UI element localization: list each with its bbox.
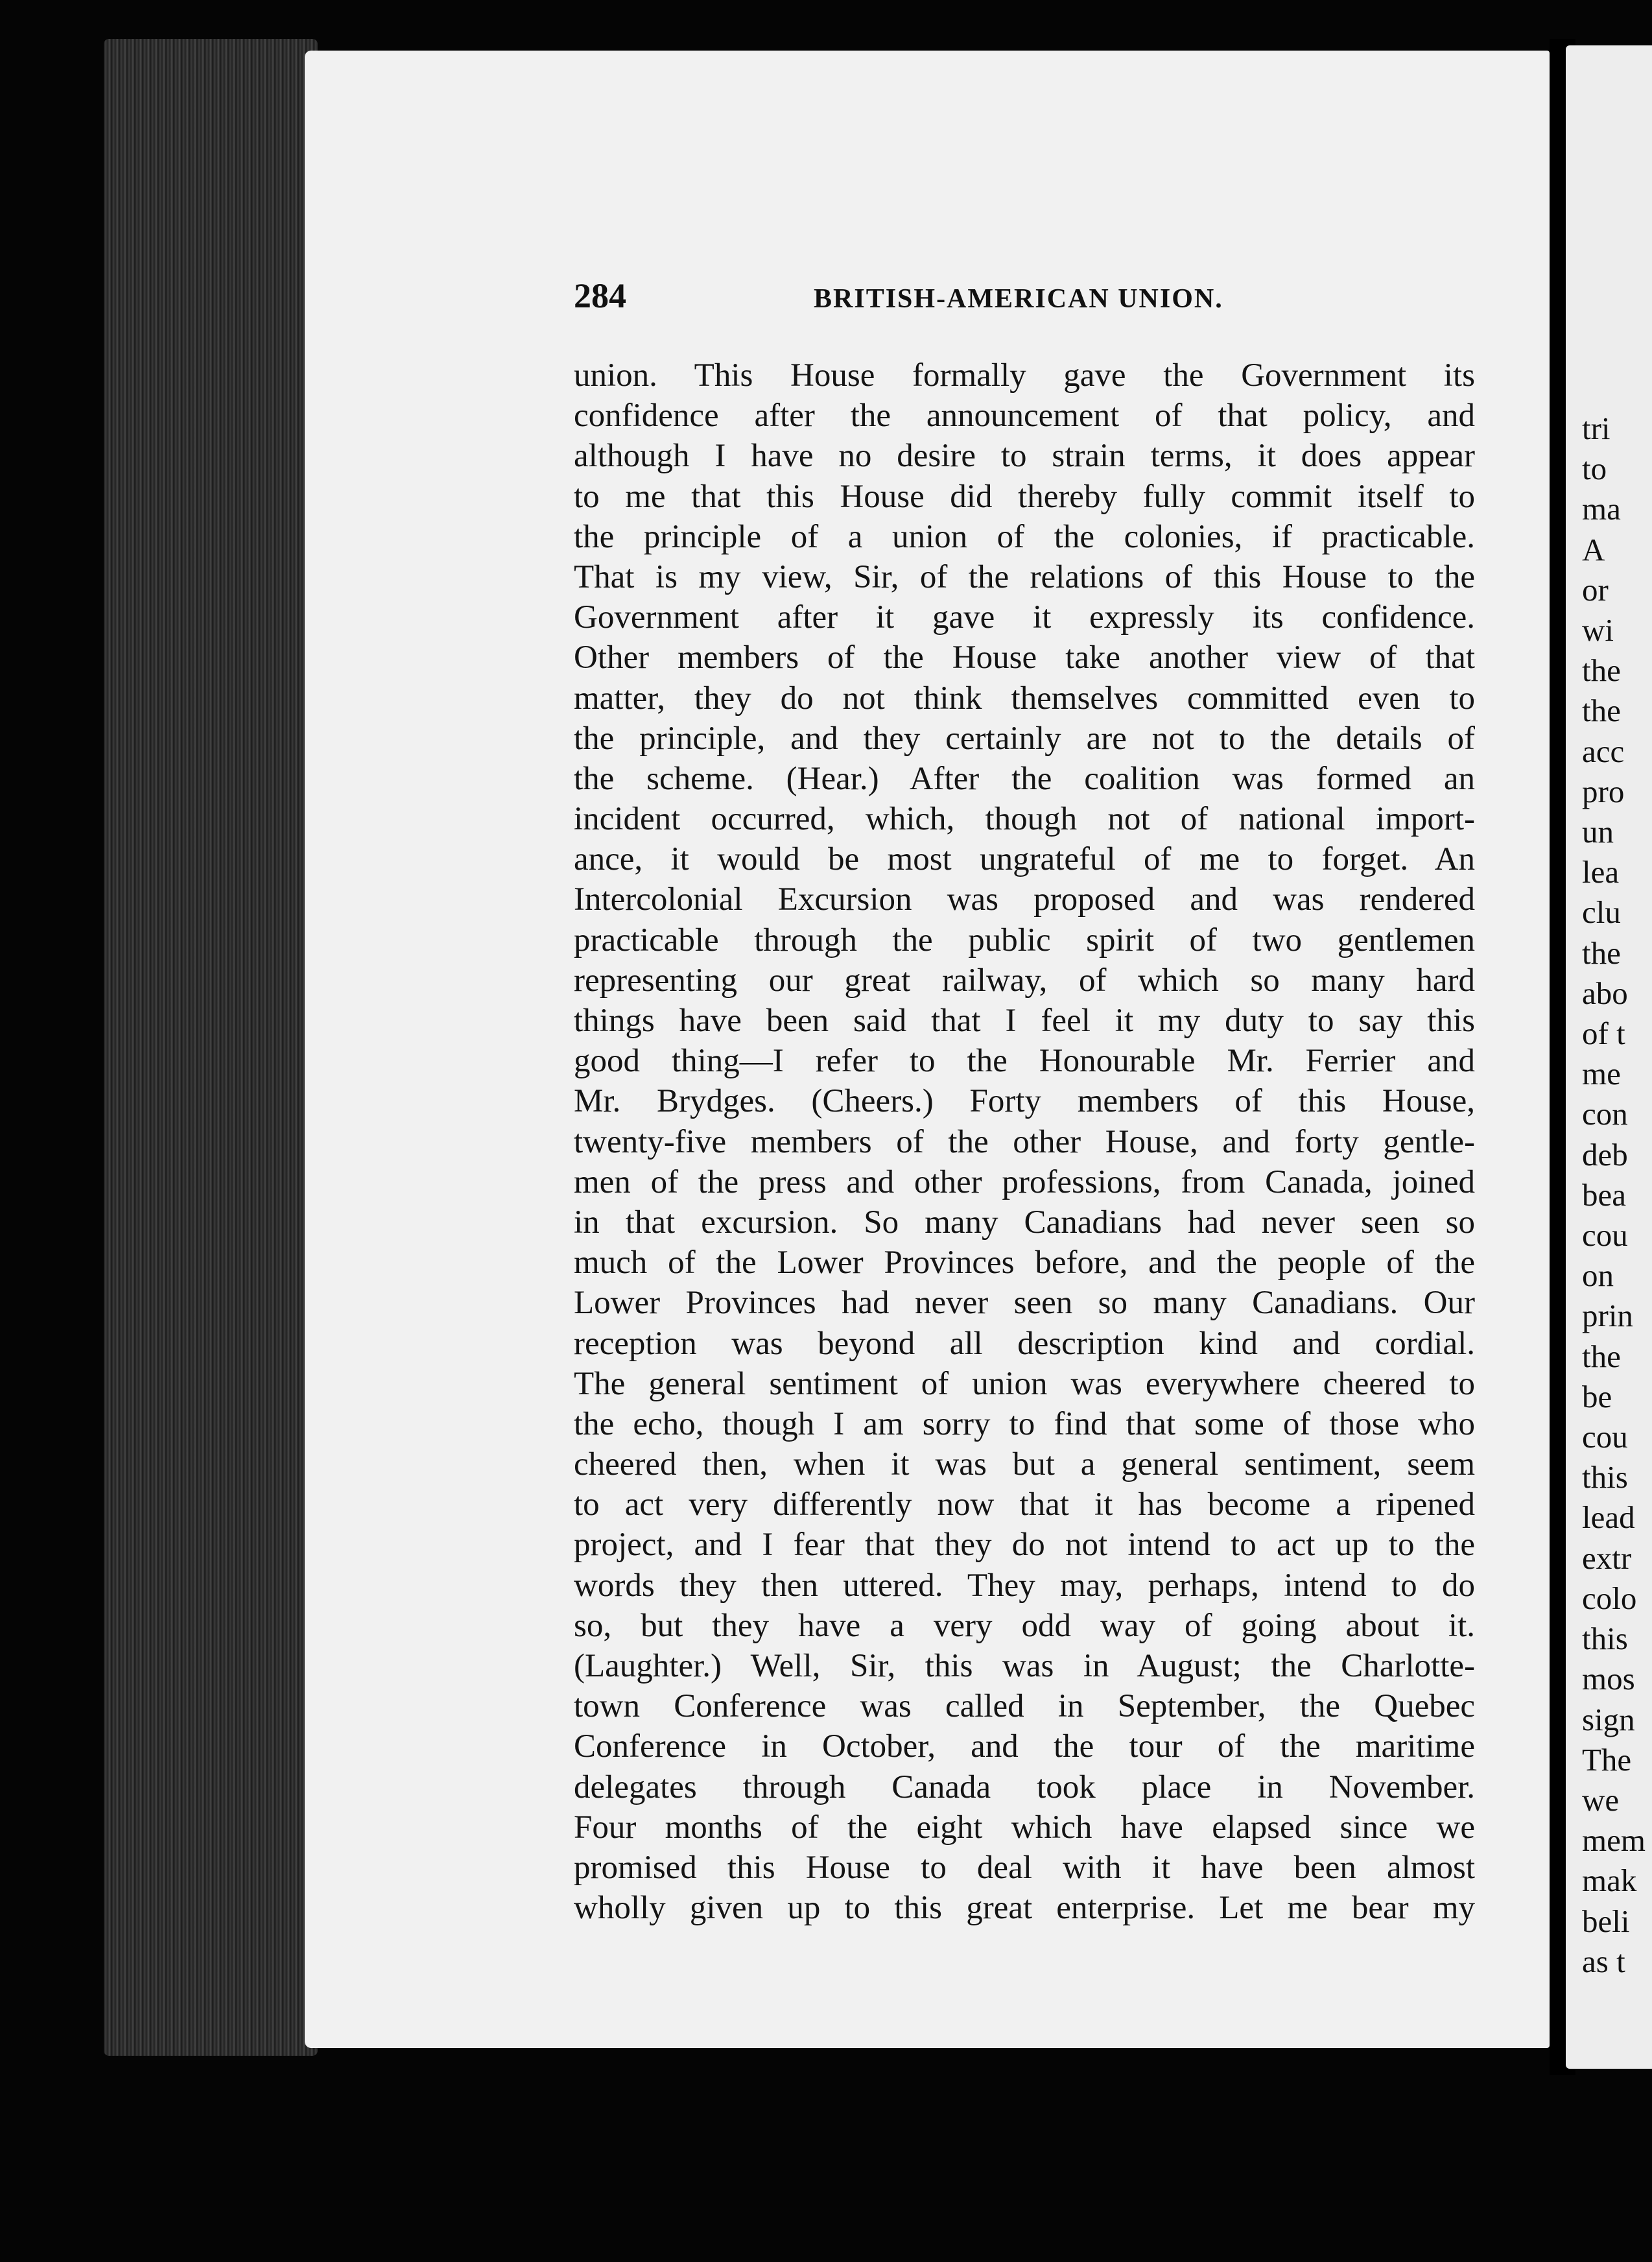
facing-page-fragment-line: colo bbox=[1582, 1580, 1637, 1616]
text-line: words they then uttered. They may, perhaps, intend to do bbox=[574, 1567, 1475, 1604]
facing-page-fragment-line: we bbox=[1582, 1781, 1620, 1818]
facing-page-word-fragments bbox=[1582, 409, 1646, 1982]
facing-page-fragment-line: tri bbox=[1582, 411, 1611, 446]
facing-page-fragment-line: ma bbox=[1582, 491, 1621, 527]
facing-page-fragment-line: extr bbox=[1582, 1540, 1632, 1576]
text-line: Other members of the House take another view of that bbox=[574, 639, 1475, 676]
text-line: Four months of the eight which have elapsed since we bbox=[574, 1809, 1475, 1846]
facing-page-fragment-line: con bbox=[1582, 1096, 1628, 1132]
text-line: reception was beyond all description kind and cordial. bbox=[574, 1325, 1475, 1362]
text-line: to act very differently now that it has become a ripened bbox=[574, 1486, 1475, 1523]
facing-page-fragment-line: be bbox=[1582, 1378, 1612, 1414]
facing-page-fragment-line: mos bbox=[1582, 1661, 1635, 1697]
facing-page-fragment-line: deb bbox=[1582, 1136, 1628, 1173]
text-line: project, and I fear that they do not intend to act up to the bbox=[574, 1527, 1475, 1564]
text-line: practicable through the public spirit of two gentlemen bbox=[574, 922, 1475, 958]
facing-page-fragment-line: this bbox=[1582, 1459, 1628, 1495]
facing-page-fragment-line: the bbox=[1582, 693, 1621, 729]
text-line: matter, they do not think themselves committed even to bbox=[574, 680, 1475, 717]
text-line: union. This House formally gave the Government its bbox=[574, 357, 1475, 394]
facing-page-fragment-line: clu bbox=[1582, 894, 1621, 931]
text-line: things have been said that I feel it my duty to say this bbox=[574, 1003, 1475, 1039]
text-line: so, but they have a very odd way of going about it. bbox=[574, 1607, 1475, 1644]
facing-page-fragment-line: beli bbox=[1582, 1903, 1630, 1939]
text-line: the scheme. (Hear.) After the coalition was formed an bbox=[574, 760, 1475, 797]
text-line: in that excursion. So many Canadians had never seen so bbox=[574, 1204, 1475, 1241]
page-number: 284 bbox=[574, 276, 626, 315]
text-line: Mr. Brydges. (Cheers.) Forty members of this House, bbox=[574, 1083, 1475, 1120]
text-line: (Laughter.) Well, Sir, this was in August; the Charlotte- bbox=[574, 1648, 1475, 1684]
facing-page-fragment-line: sign bbox=[1582, 1701, 1635, 1737]
text-line: men of the press and other professions, from Canada, joined bbox=[574, 1163, 1475, 1200]
facing-page-fragment-line: cou bbox=[1582, 1419, 1628, 1455]
running-head-title: BRITISH-AMERICAN UNION. bbox=[814, 284, 1223, 314]
text-line: although I have no desire to strain terms, it does appear bbox=[574, 438, 1475, 475]
text-line: Conference in October, and the tour of the maritime bbox=[574, 1728, 1475, 1765]
facing-page-fragment-line: The bbox=[1582, 1741, 1632, 1778]
text-line: representing our great railway, of which so many hard bbox=[574, 962, 1475, 999]
text-line: ance, it would be most ungrateful of me to forget. An bbox=[574, 841, 1475, 878]
facing-page-fragment-line: un bbox=[1582, 814, 1614, 850]
facing-page-fragment-line: mem bbox=[1582, 1822, 1646, 1859]
facing-page-fragment-line: the bbox=[1582, 935, 1621, 971]
text-line: delegates through Canada took place in November. bbox=[574, 1768, 1475, 1805]
facing-page-fragment-line: abo bbox=[1582, 975, 1628, 1011]
facing-page-fragment-line: pro bbox=[1582, 773, 1625, 809]
text-line: the principle, and they certainly are not to the details of bbox=[574, 720, 1475, 757]
text-line: confidence after the announcement of that policy, and bbox=[574, 398, 1475, 435]
facing-page-fragment-line: or bbox=[1582, 571, 1609, 608]
facing-page-fragment-line: prin bbox=[1582, 1298, 1633, 1334]
text-line: much of the Lower Provinces before, and the people of the bbox=[574, 1244, 1475, 1281]
text-line: the echo, though I am sorry to find that some of those who bbox=[574, 1405, 1475, 1442]
text-line: to me that this House did thereby fully commit itself to bbox=[574, 478, 1475, 515]
text-line: That is my view, Sir, of the relations of this House to the bbox=[574, 558, 1475, 595]
facing-page-fragment-line: lea bbox=[1582, 854, 1620, 890]
facing-page-fragment-line: cou bbox=[1582, 1217, 1628, 1254]
facing-page-fragment-line: this bbox=[1582, 1621, 1628, 1657]
facing-page-fragment-line: acc bbox=[1582, 733, 1625, 769]
text-line: twenty-five members of the other House, and forty gentle- bbox=[574, 1123, 1475, 1160]
facing-page-fragment bbox=[1566, 45, 1652, 2069]
text-line: incident occurred, which, though not of national import- bbox=[574, 801, 1475, 838]
facing-page-fragment-line: the bbox=[1582, 1338, 1621, 1374]
facing-page-fragment-line: wi bbox=[1582, 612, 1614, 649]
facing-page-fragment-line: as t bbox=[1582, 1943, 1625, 1979]
text-line: Lower Provinces had never seen so many Canadians. Our bbox=[574, 1285, 1475, 1322]
text-line: cheered then, when it was but a general sentiment, seem bbox=[574, 1446, 1475, 1483]
running-head bbox=[574, 276, 1475, 321]
facing-page-fragment-line: of t bbox=[1582, 1016, 1625, 1052]
book-page-edges bbox=[104, 39, 318, 2056]
facing-page-fragment-line: on bbox=[1582, 1257, 1614, 1294]
text-line: wholly given up to this great enterprise. Let me bear my bbox=[574, 1890, 1475, 1927]
facing-page-fragment-line: bea bbox=[1582, 1176, 1626, 1213]
text-line: Intercolonial Excursion was proposed and was rendered bbox=[574, 881, 1475, 918]
text-line: Government after it gave it expressly its confidence. bbox=[574, 599, 1475, 636]
text-line: town Conference was called in September, the Quebec bbox=[574, 1688, 1475, 1725]
text-line: promised this House to deal with it have been almost bbox=[574, 1849, 1475, 1886]
facing-page-fragment-line: to bbox=[1582, 451, 1607, 487]
facing-page-fragment-line: me bbox=[1582, 1056, 1621, 1092]
facing-page-fragment-line: mak bbox=[1582, 1863, 1637, 1899]
facing-page-fragment-line: lead bbox=[1582, 1499, 1635, 1536]
text-line: The general sentiment of union was everywhere cheered to bbox=[574, 1365, 1475, 1402]
text-line: good thing—I refer to the Honourable Mr. Ferrier and bbox=[574, 1043, 1475, 1080]
facing-page-fragment-line: A bbox=[1582, 531, 1605, 567]
body-text bbox=[574, 355, 1475, 1928]
text-line: the principle of a union of the colonies, if practicable. bbox=[574, 518, 1475, 555]
facing-page-fragment-line: the bbox=[1582, 652, 1621, 689]
